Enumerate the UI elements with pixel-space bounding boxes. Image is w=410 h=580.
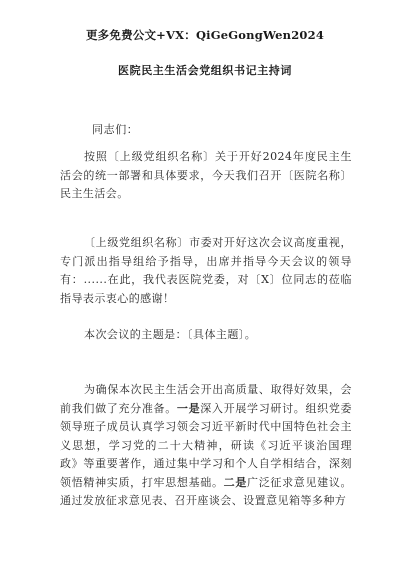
- salutation: 同志们：: [92, 123, 139, 136]
- point-two-marker: 二是: [223, 475, 248, 489]
- paragraph-opening: 按照〔上级党组织名称〕关于开好2024年度民主生活会的统一部署和具体要求，今天我们召开〔医院名称〕民主生活会。: [60, 150, 352, 200]
- document-title: 医院民主生活会党组织书记主持词: [118, 64, 292, 77]
- paragraph-preparation: [60, 381, 352, 511]
- preparation-intro: 为确保本次民主生活会开出高质量、取得好效果，会前我们做了充分准备。: [60, 383, 352, 415]
- paragraph-theme: 本次会议的主题是：〔具体主题〕。: [84, 328, 257, 341]
- point-one-marker: 一是: [176, 401, 201, 415]
- point-one-text: 深入开展学习研讨。组织党委领导班子成员认真学习领会习近平新时代中国特色社会主义思想，学习党的二十大精神，研读《习近平谈治国理政》等重要著作，通过集中学习和个人自学相结合，深刻领悟精神实质，打牢思想基础。: [60, 401, 352, 489]
- paragraph-guidance: 〔上级党组织名称〕市委对开好这次会议高度重视，专门派出指导组给予指导，出席并指导今天会议的领导有：......在此，我代表医院党委，对〔X〕位同志的莅临指导表示衷心的感谢！: [60, 236, 352, 305]
- point-two-text: 广泛征求意见建议。通过发放征求意见表、召开座谈会、设置意见箱等多种方: [60, 475, 352, 507]
- promo-header: 更多免费公文+VX：QiGeGongWen2024: [85, 28, 325, 42]
